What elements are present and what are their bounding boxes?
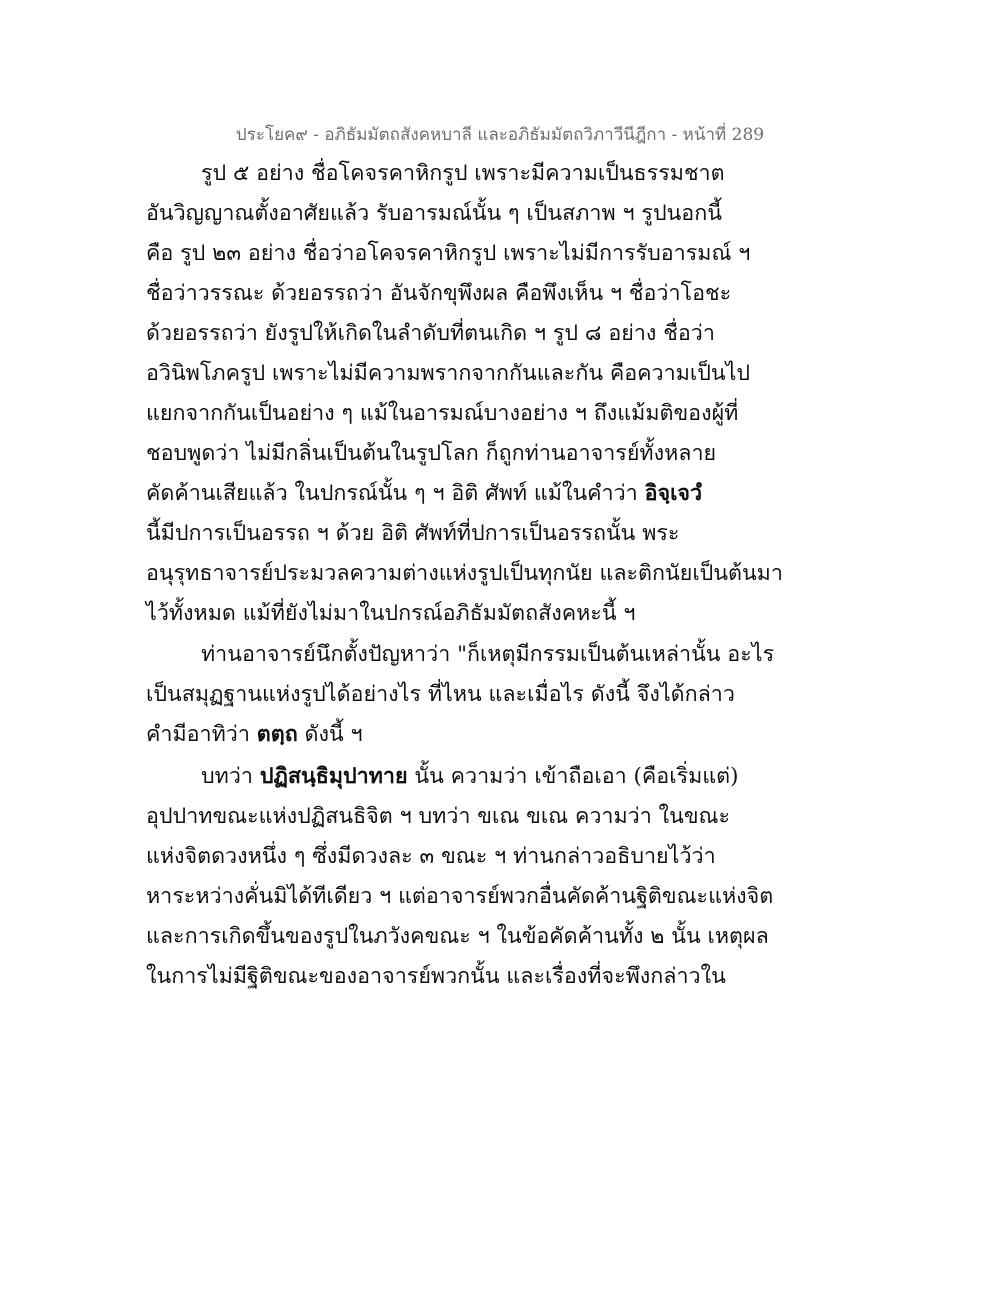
pali-term-bold: อิจฺเจวํ: [644, 481, 703, 506]
pali-term-bold: ตตฺถ: [256, 722, 298, 747]
text-line: แยกจากกันเป็นอย่าง ๆ แม้ในอารมณ์บางอย่าง ฯ ถึงแม้มติของผู้ที่: [146, 401, 739, 426]
text-segment: ดังนี้ ฯ: [297, 722, 363, 747]
text-line: เป็นสมุฏฐานแห่งรูปได้อย่างไร ที่ไหน และเมื่อไร ดังนี้ จึงได้กล่าว: [146, 682, 735, 707]
text-line: อุปปาทขณะแห่งปฏิสนธิจิต ฯ บทว่า ขเณ ขเณ ความว่า ในขณะ: [146, 804, 731, 829]
text-line: ไว้ทั้งหมด แม้ที่ยังไม่มาในปกรณ์อภิธัมมัตถสังคหะนี้ ฯ: [146, 601, 636, 626]
text-line: แห่งจิตดวงหนึ่ง ๆ ซึ่งมีดวงละ ๓ ขณะ ฯ ท่านกล่าวอธิบายไว้ว่า: [146, 844, 716, 869]
text-line: และการเกิดขึ้นของรูปในภวังคขณะ ฯ ในข้อคัดค้านทั้ง ๒ นั้น เหตุผล: [146, 924, 769, 949]
text-line: ชอบพูดว่า ไม่มีกลิ่นเป็นต้นในรูปโลก ก็ถูกท่านอาจารย์ทั้งหลาย: [146, 441, 717, 466]
text-segment: นั้น ความว่า เข้าถือเอา (คือเริ่มแต่): [407, 764, 739, 789]
text-line: รูป ๕ อย่าง ชื่อโคจรคาหิกรูป เพราะมีความเป็นธรรมชาต: [201, 161, 725, 186]
text-line: คือ รูป ๒๓ อย่าง ชื่อว่าอโคจรคาหิกรูป เพราะไม่มีการรับอารมณ์ ฯ: [146, 241, 751, 266]
text-line: อันวิญญาณตั้งอาศัยแล้ว รับอารมณ์นั้น ๆ เป็นสภาพ ฯ รูปนอกนี้: [146, 201, 722, 226]
page-header: ประโยค๙ - อภิธัมมัตถสังคหบาลี และอภิธัมมัตถวิภาวีนีฎีกา - หน้าที่ 289: [235, 125, 765, 145]
text-line: ชื่อว่าวรรณะ ด้วยอรรถว่า อันจักขุพึงผล คือพึงเห็น ฯ ชื่อว่าโอชะ: [146, 281, 732, 306]
text-line: นี้มีปการเป็นอรรถ ฯ ด้วย อิติ ศัพท์ที่ปการเป็นอรรถนั้น พระ: [146, 521, 680, 546]
text-line: ในการไม่มีฐิติขณะของอาจารย์พวกนั้น และเรื่องที่จะพึงกล่าวใน: [146, 964, 726, 989]
text-line: ด้วยอรรถว่า ยังรูปให้เกิดในลำดับที่ตนเกิด ฯ รูป ๘ อย่าง ชื่อว่า: [146, 321, 715, 346]
text-line: อวินิพโภครูป เพราะไม่มีความพรากจากกันและกัน คือความเป็นไป: [146, 361, 751, 386]
pali-term-bold: ปฏิสนฺธิมุปาทาย: [259, 764, 408, 789]
text-line: ท่านอาจารย์นึกตั้งปัญหาว่า "ก็เหตุมีกรรมเป็นต้นเหล่านั้น อะไร: [201, 642, 775, 667]
text-line: [201, 763, 739, 791]
text-line: [146, 721, 363, 749]
text-segment: คัดค้านเสียแล้ว ในปกรณ์นั้น ๆ ฯ อิติ ศัพท์ แม้ในคำว่า: [146, 481, 645, 506]
text-line: อนุรุทธาจารย์ประมวลความต่างแห่งรูปเป็นทุกนัย และติกนัยเป็นต้นมา: [146, 561, 783, 586]
text-segment: คำมีอาทิว่า: [146, 722, 257, 747]
text-line: [146, 480, 702, 508]
text-segment: บทว่า: [201, 764, 260, 789]
text-line: หาระหว่างคั่นมิได้ทีเดียว ฯ แต่อาจารย์พวกอื่นคัดค้านฐิติขณะแห่งจิต: [146, 884, 774, 909]
